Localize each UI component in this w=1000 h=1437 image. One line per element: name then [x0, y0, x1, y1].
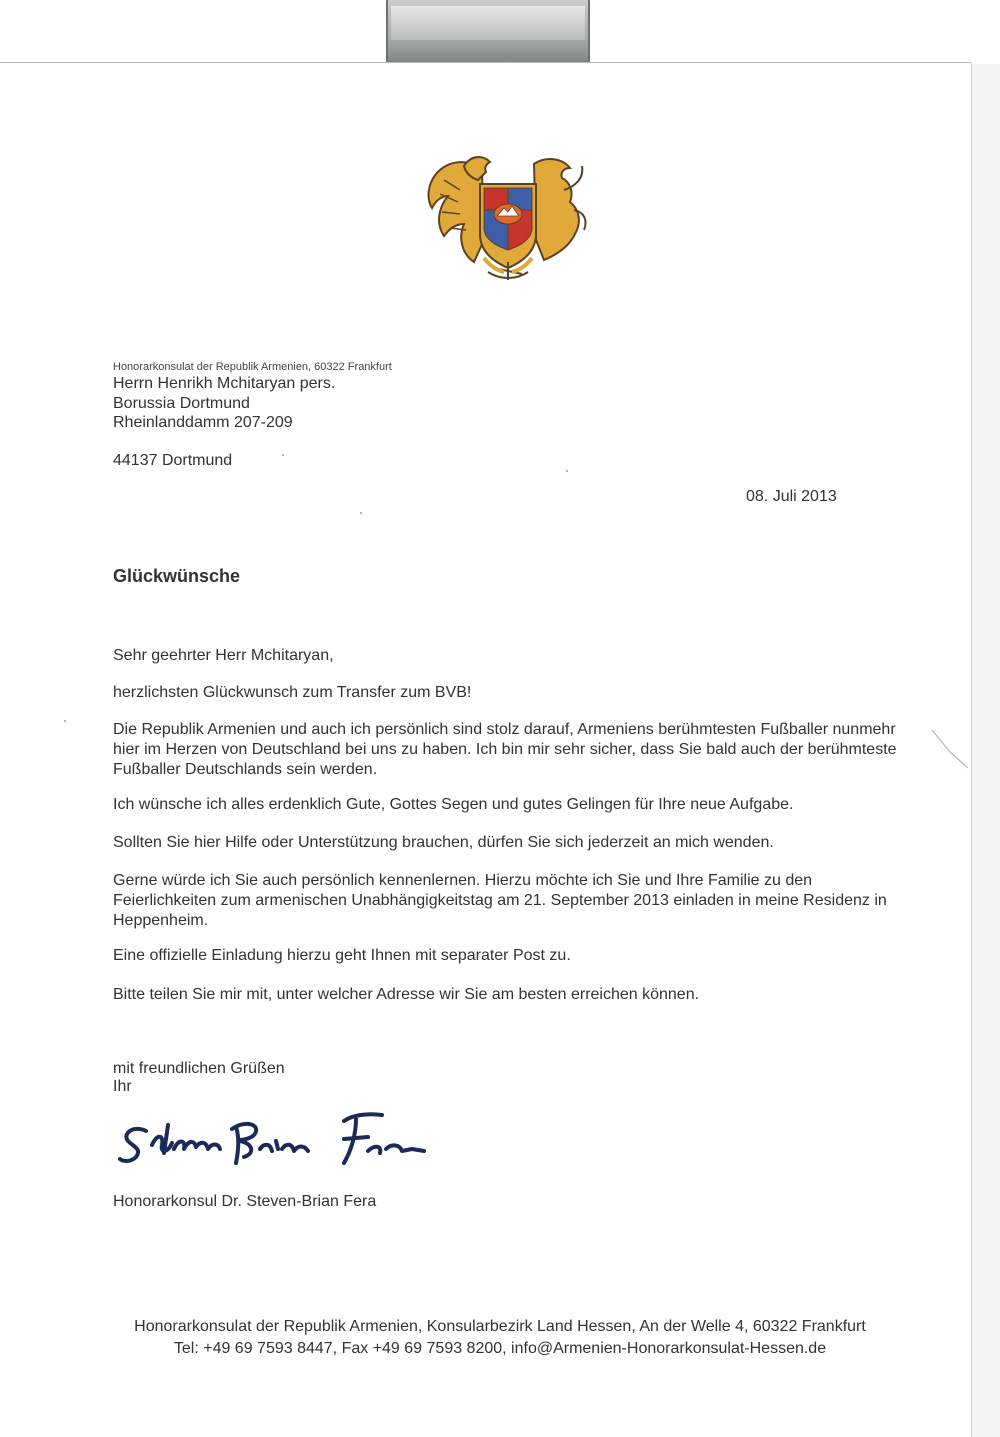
- paragraph-5: Gerne würde ich Sie auch persönlich kennenlernen. Hierzu möchte ich Sie und Ihre Familie zu den Feierlichkeiten zum armenischen Unabhängigkeitstag am 21. September 2013 einladen in meine Residenz in Heppenheim.: [113, 872, 887, 929]
- paragraph-3: Ich wünsche ich alles erdenklich Gute, Gottes Segen und gutes Gelingen für Ihre neue Aufgabe.: [113, 796, 794, 813]
- scan-speck: [566, 470, 568, 472]
- footer-address: Honorarkonsulat der Republik Armenien, Konsularbezirk Land Hessen, An der Welle 4, 60322 Frankfurt: [134, 1318, 866, 1335]
- letter-subject: Glückwünsche: [113, 566, 241, 586]
- scanner-clip: [386, 0, 590, 62]
- scan-speck: [282, 454, 284, 456]
- letter-date: 08. Juli 2013: [746, 488, 837, 505]
- closing-phrase: mit freundlichen Grüßen: [113, 1060, 285, 1077]
- sender-address-line: Honorarkonsulat der Republik Armenien, 60322 Frankfurt: [113, 361, 392, 373]
- scanner-clip-inner: [391, 6, 585, 40]
- handwritten-signature: [112, 1105, 432, 1177]
- recipient-street: Rheinlanddamm 207-209: [113, 414, 293, 431]
- paragraph-7: Bitte teilen Sie mir mit, unter welcher Adresse wir Sie am besten erreichen können.: [113, 986, 700, 1003]
- recipient-name: Herrn Henrikh Mchitaryan pers.: [113, 375, 336, 392]
- recipient-organization: Borussia Dortmund: [113, 395, 250, 412]
- recipient-city: 44137 Dortmund: [113, 452, 233, 469]
- paragraph-2: Die Republik Armenien und auch ich persönlich sind stolz darauf, Armeniens berühmtesten Fußballer nunmehr hier im Herzen von Deutschland bei uns zu haben. Ich bin mir sehr sicher, dass Sie bald auch der berühmteste Fußballer Deutschlands sein werden.: [113, 721, 897, 778]
- closing-ihr: Ihr: [113, 1078, 132, 1095]
- footer-contact: Tel: +49 69 7593 8447, Fax +49 69 7593 8200, info@Armenien-Honorarkonsulat-Hessen.de: [173, 1340, 827, 1357]
- paragraph-4: Sollten Sie hier Hilfe oder Unterstützung brauchen, dürfen Sie sich jederzeit an mich wenden.: [113, 834, 774, 851]
- scan-mark: [930, 728, 970, 772]
- armenian-coat-of-arms-icon: [424, 150, 590, 282]
- paragraph-6: Eine offizielle Einladung hierzu geht Ihnen mit separater Post zu.: [113, 947, 571, 964]
- scan-speck: [64, 720, 66, 722]
- scan-speck: [360, 512, 362, 514]
- salutation: Sehr geehrter Herr Mchitaryan,: [113, 647, 334, 664]
- paragraph-1: herzlichsten Glückwunsch zum Transfer zum BVB!: [113, 684, 472, 701]
- signatory-name: Honorarkonsul Dr. Steven-Brian Fera: [113, 1193, 377, 1210]
